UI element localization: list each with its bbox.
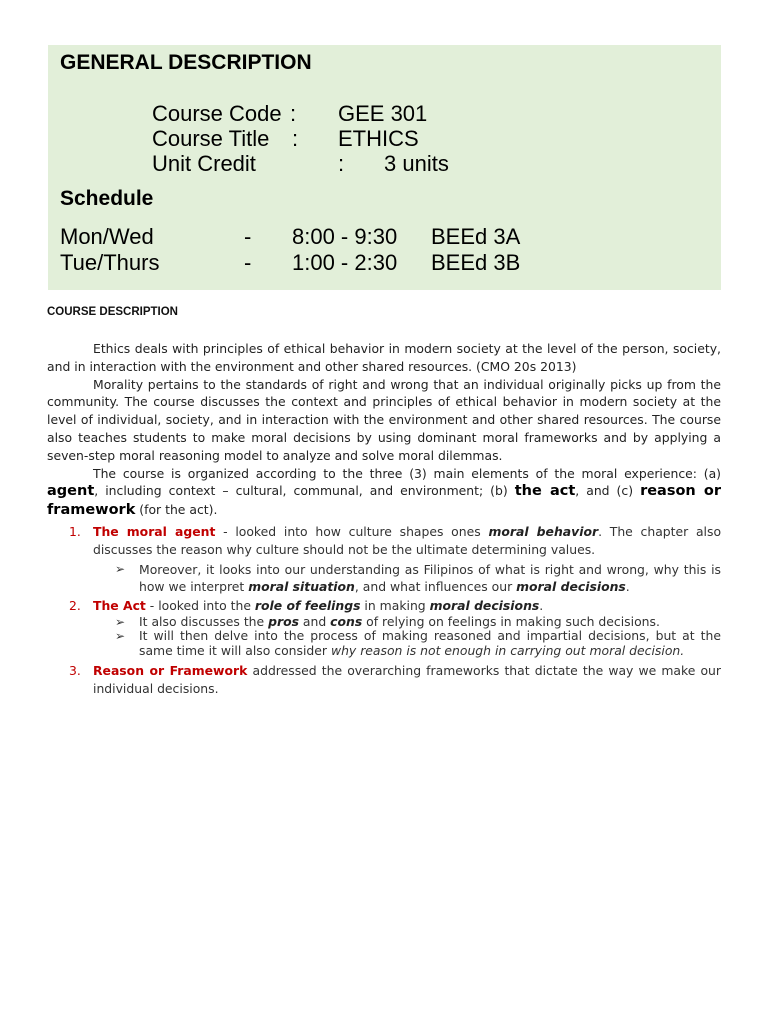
schedule-dash: - <box>244 224 252 249</box>
emphasis: moral behavior <box>488 524 599 539</box>
moral-elements-list <box>47 523 721 698</box>
arrow-bullet-icon: ➢ <box>115 614 126 629</box>
text-run: . <box>539 598 544 614</box>
list-number: 1. <box>69 524 81 539</box>
unit-credit-sep: : <box>338 151 345 176</box>
text-run: , and what influences our <box>354 579 517 595</box>
text-run: , and (c) <box>575 483 641 499</box>
text-run: Moreover, it looks into our understanding as Filipinos of what is right and wrong, why this is how we interpret <box>139 561 721 595</box>
text-run: The course is organized according to the three (3) main elements of the moral experience: (a) <box>93 465 721 481</box>
schedule-section: BEEd 3A <box>431 224 521 249</box>
course-description-heading: COURSE DESCRIPTION <box>47 306 178 318</box>
term-agent: agent <box>47 483 95 500</box>
schedule-title: Schedule <box>60 187 154 210</box>
text-run: (for the act). <box>135 502 218 518</box>
general-description-title: GENERAL DESCRIPTION <box>60 51 312 74</box>
emphasis: role of feelings <box>254 598 361 614</box>
emphasis: moral decisions <box>516 579 626 595</box>
text-run: in making <box>360 598 430 614</box>
paragraph-morality: Morality pertains to the standards of right and wrong that an individual originally picks up from the community. The course discusses the context and principles of ethical behavior in modern society at the level of individual, society, and in interaction with the environment and other shared resources. The course also teaches students to make moral decisions by using dominant moral frameworks and by applying a seven-step moral reasoning model to analyze and solve moral dilemmas. <box>47 376 721 463</box>
emphasis: cons <box>330 613 363 629</box>
element-title-moral-agent: The moral agent <box>93 524 216 539</box>
element-title-reason-or-framework: Reason or Framework <box>93 663 248 679</box>
text-run: - looked into how culture shapes ones <box>215 524 489 539</box>
sub-list-item <box>47 561 721 597</box>
text-run: - looked into the <box>145 598 255 614</box>
text-run: . <box>625 579 630 595</box>
schedule-row <box>60 224 710 250</box>
text-run: addressed the overarching frameworks that dictate the way we make our individual decisions. <box>93 663 721 697</box>
schedule-days: Mon/Wed <box>60 224 154 249</box>
text-run: of relying on feelings in making such decisions. <box>362 613 660 629</box>
text-run: It will then delve into the process of making reasoned and impartial decisions, but at the same time it will also consider <box>139 628 721 658</box>
emphasis: pros <box>268 613 299 629</box>
schedule-time: 8:00 - 9:30 <box>292 224 398 249</box>
term-the-act: the act <box>514 483 576 500</box>
schedule-days: Tue/Thurs <box>60 250 160 275</box>
sub-list-item <box>47 629 721 658</box>
general-description-box <box>48 45 721 290</box>
list-item <box>47 662 721 698</box>
text-run: and <box>298 613 331 629</box>
course-code-label: Course Code <box>152 101 282 126</box>
text-run: , including context – cultural, communal, and environment; (b) <box>94 483 515 499</box>
schedule-section: BEEd 3B <box>431 250 521 275</box>
element-title-the-act: The Act <box>93 598 146 614</box>
course-title-value: ETHICS <box>338 126 419 151</box>
paragraph-ethics: Ethics deals with principles of ethical behavior in modern society at the level of the person, society, and in interaction with the environment and other shared resources. (CMO 20s 2013) <box>47 341 721 374</box>
course-code-sep: : <box>290 101 297 126</box>
unit-credit-label: Unit Credit <box>152 151 256 176</box>
text-run: It also discusses the <box>139 613 269 629</box>
emphasis: moral decisions <box>429 598 540 614</box>
course-description-body <box>47 340 721 520</box>
schedule-dash: - <box>244 250 252 275</box>
course-title-label: Course Title <box>152 126 270 151</box>
term-reason-or-framework: reason or framework <box>47 483 721 519</box>
text-run: . The chapter also discusses the reason why culture should not be the ultimate determining values. <box>93 524 722 557</box>
course-code-value: GEE 301 <box>338 101 428 126</box>
sub-list-item <box>47 615 721 630</box>
list-number: 2. <box>69 598 81 614</box>
emphasis: moral situation <box>248 579 355 595</box>
schedule-row <box>60 250 710 276</box>
course-title-sep: : <box>292 126 299 151</box>
unit-credit-value: 3 units <box>384 151 449 176</box>
schedule-time: 1:00 - 2:30 <box>292 250 398 275</box>
emphasis: why reason is not enough in carrying out moral decision. <box>330 642 685 658</box>
paragraph-organization <box>47 465 721 520</box>
arrow-bullet-icon: ➢ <box>115 561 126 576</box>
arrow-bullet-icon: ➢ <box>115 629 126 644</box>
list-item <box>47 597 721 615</box>
list-item <box>47 523 721 559</box>
list-number: 3. <box>69 663 81 679</box>
